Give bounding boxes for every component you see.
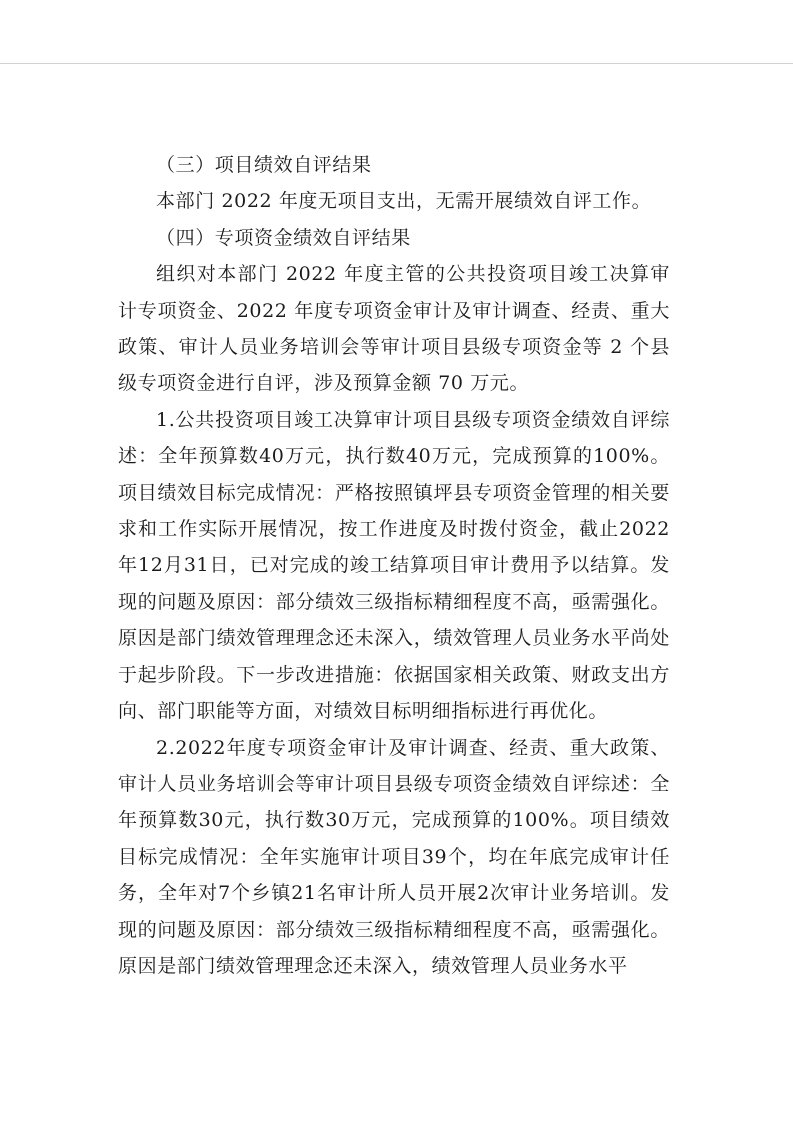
paragraph-no-project-spending: 本部门 2022 年度无项目支出，无需开展绩效自评工作。 xyxy=(156,190,652,213)
paragraph-item-1: 1.公共投资项目竣工决算审计项目县级专项资金绩效自评综述：全年预算数40万元，执行数40万元，完成预算的100%。项目绩效目标完成情况：严格按照镇坪县专项资金管理的相关要求和工作实际开展情况，按工作进度及时拨付资金，截止2022年12月31日，已对完成的竣工结算项目审计费用予以结算。发现的问题及原因：部分绩效三级指标精细程度不高，亟需强化。原因是部门绩效管理理念还未深入，绩效管理人员业务水平尚处于起步阶段。下一步改进措施：依据国家相关政策、财政支出方向、部门职能等方面，对绩效目标明细指标进行再优化。 xyxy=(118,408,670,723)
header-rule xyxy=(0,63,793,64)
section-heading-4: （四）专项资金绩效自评结果 xyxy=(156,226,411,249)
paragraph-item-2: 2.2022年度专项资金审计及审计调查、经责、重大政策、审计人员业务培训会等审计项目县级专项资金绩效自评综述：全年预算数30元，执行数30万元，完成预算的100%。项目绩效目标完成情况：全年实施审计项目39个，均在年底完成审计任务，全年对7个乡镇21名审计所人员开展2次审计业务培训。发现的问题及原因：部分绩效三级指标精细程度不高，亟需强化。原因是部门绩效管理理念还未深入，绩效管理人员业务水平 xyxy=(118,736,670,977)
section-heading-3: （三）项目绩效自评结果 xyxy=(156,154,372,176)
document-body xyxy=(118,147,670,984)
paragraph-special-funds-overview: 组织对本部门 2022 年度主管的公共投资项目竣工决算审计专项资金、2022 年度专项资金审计及审计调查、经责、重大政策、审计人员业务培训会等审计项目县级专项资金等 2 个县级专项资金进行自评，涉及预算金额 70 万元。 xyxy=(118,263,670,395)
